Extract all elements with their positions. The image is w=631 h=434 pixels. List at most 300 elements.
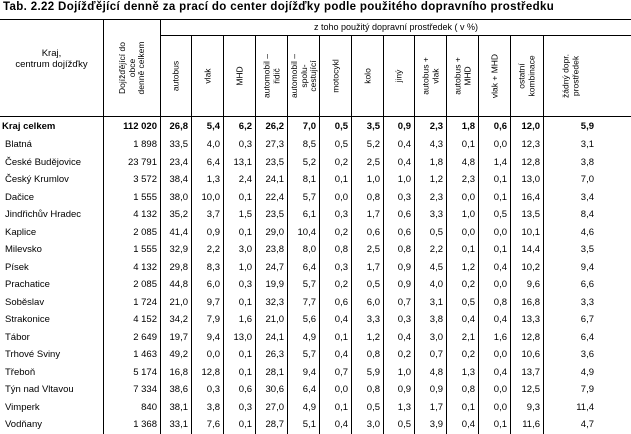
table-cell: 23,5 bbox=[255, 154, 287, 172]
table-cell: 0,4 bbox=[383, 329, 414, 347]
table-cell: 3,0 bbox=[414, 329, 446, 347]
table-cell: 0,6 bbox=[351, 224, 383, 242]
table-cell: 0,3 bbox=[319, 259, 351, 277]
table-cell: 0,4 bbox=[319, 416, 351, 434]
table-cell: 0,7 bbox=[383, 294, 414, 312]
header-col-5 bbox=[319, 36, 351, 116]
table-cell: 6,4 bbox=[543, 329, 597, 347]
table-cell: 1,0 bbox=[446, 206, 478, 224]
table-cell: 3,6 bbox=[543, 346, 597, 364]
table-cell: 29,0 bbox=[255, 224, 287, 242]
table-cell: 9,3 bbox=[510, 399, 543, 417]
table-cell: 13,0 bbox=[223, 329, 255, 347]
table-cell: 0,4 bbox=[383, 154, 414, 172]
table-cell: 1,2 bbox=[351, 329, 383, 347]
table-cell: 5,2 bbox=[287, 154, 319, 172]
table-cell: 0,1 bbox=[446, 136, 478, 154]
table-cell: 0,1 bbox=[319, 329, 351, 347]
table-cell: 8,0 bbox=[287, 241, 319, 259]
table-cell: 24,1 bbox=[255, 171, 287, 189]
header-col-label: žádný dopr. prostředek bbox=[560, 54, 580, 98]
table-cell: 1,3 bbox=[191, 171, 223, 189]
table-cell: 44,8 bbox=[160, 276, 191, 294]
table-cell: 12,5 bbox=[510, 381, 543, 399]
table-cell: 4,7 bbox=[543, 416, 597, 434]
table-cell: 4,9 bbox=[287, 329, 319, 347]
table-cell: 23 791 bbox=[103, 154, 160, 172]
table-cell: 0,6 bbox=[383, 224, 414, 242]
table-cell: 26,2 bbox=[255, 117, 287, 136]
table-cell: 0,9 bbox=[383, 117, 414, 136]
table-cell: 0,6 bbox=[478, 117, 510, 136]
table-cell: 0,2 bbox=[319, 154, 351, 172]
table-cell: 3,5 bbox=[351, 117, 383, 136]
table-cell: 0,0 bbox=[446, 224, 478, 242]
table-row bbox=[0, 311, 631, 329]
table-cell: 10,4 bbox=[287, 224, 319, 242]
table-cell: 1,7 bbox=[351, 259, 383, 277]
table-cell: 10,1 bbox=[510, 224, 543, 242]
row-label: Jindřichův Hradec bbox=[5, 209, 82, 220]
table-body bbox=[0, 117, 631, 434]
table-cell: 0,8 bbox=[478, 294, 510, 312]
table-row bbox=[0, 206, 631, 224]
table-cell: 2,3 bbox=[414, 189, 446, 207]
table-cell: 2,3 bbox=[446, 171, 478, 189]
table-cell: 6,1 bbox=[287, 206, 319, 224]
table-cell: 0,4 bbox=[446, 416, 478, 434]
table-cell: 112 020 bbox=[103, 117, 160, 136]
table-cell: 8,1 bbox=[287, 171, 319, 189]
table-cell: 2,4 bbox=[223, 171, 255, 189]
row-label: Trhové Sviny bbox=[5, 349, 61, 360]
table-cell: 0,3 bbox=[223, 136, 255, 154]
table-cell: 0,4 bbox=[383, 136, 414, 154]
table-cell: 0,8 bbox=[319, 241, 351, 259]
table-cell: 0,5 bbox=[414, 224, 446, 242]
table-cell: 0,0 bbox=[478, 276, 510, 294]
row-label: Blatná bbox=[5, 139, 32, 150]
header-col-label: automobil – spolu- cestující bbox=[288, 54, 318, 98]
table-cell: 0,0 bbox=[478, 399, 510, 417]
table-cell: 5,7 bbox=[287, 346, 319, 364]
table-cell: 12,8 bbox=[191, 364, 223, 382]
row-label: Vodňany bbox=[5, 419, 42, 430]
table-cell: 0,0 bbox=[478, 381, 510, 399]
header-col-4 bbox=[287, 36, 319, 116]
table-cell: 4,0 bbox=[414, 276, 446, 294]
table-cell: 0,4 bbox=[446, 311, 478, 329]
header-col-3 bbox=[255, 36, 287, 116]
table-cell: 3,4 bbox=[543, 189, 597, 207]
table-cell: 33,5 bbox=[160, 136, 191, 154]
table-cell: 0,6 bbox=[319, 294, 351, 312]
table-cell: 0,9 bbox=[383, 276, 414, 294]
table-cell: 11,6 bbox=[510, 416, 543, 434]
table-row bbox=[0, 364, 631, 382]
header-col-label: MHD bbox=[233, 66, 244, 86]
table-cell: 26,3 bbox=[255, 346, 287, 364]
table-cell: 0,9 bbox=[383, 259, 414, 277]
table-cell: 0,6 bbox=[223, 381, 255, 399]
table-cell: 19,7 bbox=[160, 329, 191, 347]
table-cell: 0,8 bbox=[351, 346, 383, 364]
table-cell: 7,6 bbox=[191, 416, 223, 434]
header-col-6 bbox=[351, 36, 383, 116]
table-cell: 5,7 bbox=[287, 189, 319, 207]
table-cell: 4,3 bbox=[414, 136, 446, 154]
table-cell: 24,7 bbox=[255, 259, 287, 277]
table-cell: 0,1 bbox=[319, 399, 351, 417]
table-cell: 35,2 bbox=[160, 206, 191, 224]
table-cell: 13,3 bbox=[510, 311, 543, 329]
table-cell: 16,4 bbox=[510, 189, 543, 207]
table-cell: 0,0 bbox=[319, 381, 351, 399]
row-label: Soběslav bbox=[5, 296, 45, 308]
table-cell: 0,1 bbox=[446, 399, 478, 417]
table-cell: 22,4 bbox=[255, 189, 287, 207]
row-label: Český Krumlov bbox=[5, 174, 69, 185]
table-cell: 0,1 bbox=[319, 171, 351, 189]
table-cell: 1 368 bbox=[103, 416, 160, 434]
table-cell: 12,8 bbox=[510, 154, 543, 172]
table-cell: 0,1 bbox=[478, 241, 510, 259]
table-cell: 1,8 bbox=[446, 117, 478, 136]
table-cell: 19,9 bbox=[255, 276, 287, 294]
table-cell: 0,0 bbox=[478, 346, 510, 364]
header-total bbox=[103, 20, 160, 116]
table-cell: 0,0 bbox=[319, 189, 351, 207]
table-cell: 0,4 bbox=[319, 311, 351, 329]
table-cell: 0,5 bbox=[319, 117, 351, 136]
header-col-1 bbox=[191, 36, 223, 116]
table-cell: 7,0 bbox=[543, 171, 597, 189]
table-cell: 8,4 bbox=[543, 206, 597, 224]
table-cell: 29,8 bbox=[160, 259, 191, 277]
header-col-label: autobus + MHD bbox=[452, 57, 472, 95]
table-cell: 0,7 bbox=[319, 364, 351, 382]
header-col-label: automobil – řidič bbox=[261, 54, 281, 98]
table-row bbox=[0, 381, 631, 399]
table-cell: 5,6 bbox=[287, 311, 319, 329]
table-cell: 0,5 bbox=[351, 399, 383, 417]
table-cell: 0,7 bbox=[414, 346, 446, 364]
table-cell: 0,8 bbox=[351, 189, 383, 207]
table-cell: 6,7 bbox=[543, 311, 597, 329]
table-cell: 3,0 bbox=[223, 241, 255, 259]
table-cell: 9,7 bbox=[191, 294, 223, 312]
header-col-2 bbox=[223, 36, 255, 116]
table-cell: 13,5 bbox=[510, 206, 543, 224]
table-cell: 6,2 bbox=[223, 117, 255, 136]
table-cell: 5,9 bbox=[351, 364, 383, 382]
table-cell: 10,6 bbox=[510, 346, 543, 364]
table-cell: 0,5 bbox=[319, 136, 351, 154]
table-cell: 0,2 bbox=[446, 346, 478, 364]
table-row bbox=[0, 224, 631, 242]
table-cell: 3,9 bbox=[414, 416, 446, 434]
table-cell: 5,1 bbox=[287, 416, 319, 434]
table-cell: 0,4 bbox=[478, 259, 510, 277]
row-label: Vimperk bbox=[5, 401, 40, 413]
header-col-label: vlak bbox=[201, 68, 212, 84]
table-cell: 0,2 bbox=[446, 276, 478, 294]
row-label: Prachatice bbox=[5, 279, 50, 290]
header-col-0 bbox=[160, 36, 191, 116]
row-label: Tábor bbox=[5, 331, 30, 343]
header-transport-span: z toho použitý dopravní prostředek ( v %) bbox=[160, 20, 631, 36]
table-cell: 3,7 bbox=[191, 206, 223, 224]
table-title: Tab. 2.22 Dojížďějící denně za prací do center dojížďky podle použitého dopravního prostředku bbox=[3, 1, 555, 13]
table-cell: 0,3 bbox=[383, 311, 414, 329]
table-cell: 4 132 bbox=[103, 259, 160, 277]
header-col-8 bbox=[414, 36, 446, 116]
table-cell: 9,4 bbox=[543, 259, 597, 277]
table-cell: 7,0 bbox=[287, 117, 319, 136]
table-cell: 1,0 bbox=[223, 259, 255, 277]
table-cell: 1,3 bbox=[383, 399, 414, 417]
table-cell: 1,4 bbox=[478, 154, 510, 172]
table-row bbox=[0, 399, 631, 417]
table-cell: 1,6 bbox=[478, 329, 510, 347]
table-cell: 5,2 bbox=[351, 136, 383, 154]
row-label: Strakonice bbox=[5, 314, 50, 325]
table-cell: 2,5 bbox=[351, 241, 383, 259]
table-cell: 41,4 bbox=[160, 224, 191, 242]
table-cell: 0,8 bbox=[446, 381, 478, 399]
table-cell: 38,6 bbox=[160, 381, 191, 399]
table-cell: 1,0 bbox=[351, 171, 383, 189]
table-cell: 8,3 bbox=[191, 259, 223, 277]
header-col-label: ostatní kombinace bbox=[516, 55, 536, 97]
table-cell: 3,5 bbox=[543, 241, 597, 259]
table-cell: 4,9 bbox=[543, 364, 597, 382]
table-cell: 1,2 bbox=[414, 171, 446, 189]
table-cell: 3,8 bbox=[543, 154, 597, 172]
header-col-9 bbox=[446, 36, 478, 116]
table-cell: 0,1 bbox=[478, 171, 510, 189]
table-cell: 0,3 bbox=[191, 381, 223, 399]
table-cell: 0,1 bbox=[446, 241, 478, 259]
table-cell: 5,7 bbox=[287, 276, 319, 294]
table-cell: 8,5 bbox=[287, 136, 319, 154]
table-cell: 7,7 bbox=[287, 294, 319, 312]
table-cell: 12,3 bbox=[510, 136, 543, 154]
table-cell: 21,0 bbox=[255, 311, 287, 329]
table-cell: 21,0 bbox=[160, 294, 191, 312]
table-cell: 34,2 bbox=[160, 311, 191, 329]
row-label: Kraj celkem bbox=[2, 121, 56, 132]
header-col-12 bbox=[543, 36, 597, 116]
table-cell: 27,3 bbox=[255, 136, 287, 154]
table-cell: 1 555 bbox=[103, 241, 160, 259]
table-cell: 14,4 bbox=[510, 241, 543, 259]
table-row-total bbox=[0, 117, 631, 136]
table-cell: 0,4 bbox=[478, 311, 510, 329]
table-cell: 0,5 bbox=[446, 294, 478, 312]
table-cell: 23,4 bbox=[160, 154, 191, 172]
table-cell: 1 724 bbox=[103, 294, 160, 312]
table-cell: 16,8 bbox=[510, 294, 543, 312]
table-cell: 3,1 bbox=[543, 136, 597, 154]
table-cell: 0,5 bbox=[478, 206, 510, 224]
table-cell: 1,8 bbox=[414, 154, 446, 172]
table-cell: 6,4 bbox=[191, 154, 223, 172]
table-cell: 4 152 bbox=[103, 311, 160, 329]
table-row bbox=[0, 241, 631, 259]
table-cell: 1,2 bbox=[446, 259, 478, 277]
table-cell: 4,8 bbox=[446, 154, 478, 172]
commuting-table bbox=[0, 19, 631, 434]
table-cell: 3,3 bbox=[414, 206, 446, 224]
table-cell: 2 085 bbox=[103, 276, 160, 294]
table-row bbox=[0, 329, 631, 347]
table-cell: 9,4 bbox=[287, 364, 319, 382]
table-cell: 26,8 bbox=[160, 117, 191, 136]
header-col-7 bbox=[383, 36, 414, 116]
table-row bbox=[0, 346, 631, 364]
table-cell: 0,9 bbox=[414, 381, 446, 399]
table-cell: 38,1 bbox=[160, 399, 191, 417]
table-cell: 4,5 bbox=[414, 259, 446, 277]
row-label: České Budějovice bbox=[5, 156, 82, 168]
table-cell: 9,6 bbox=[510, 276, 543, 294]
table-cell: 11,4 bbox=[543, 399, 597, 417]
header-col-label: vlak + MHD bbox=[488, 53, 499, 99]
table-cell: 0,2 bbox=[383, 346, 414, 364]
table-cell: 32,3 bbox=[255, 294, 287, 312]
table-cell: 0,2 bbox=[319, 224, 351, 242]
table-cell: 2 085 bbox=[103, 224, 160, 242]
table-cell: 7,9 bbox=[543, 381, 597, 399]
table-cell: 28,7 bbox=[255, 416, 287, 434]
table-cell: 840 bbox=[103, 399, 160, 417]
table-cell: 12,8 bbox=[510, 329, 543, 347]
header-kraj: Kraj, centrum dojížďky bbox=[15, 48, 88, 70]
table-cell: 5,4 bbox=[191, 117, 223, 136]
table-cell: 27,0 bbox=[255, 399, 287, 417]
table-row bbox=[0, 259, 631, 277]
table-row bbox=[0, 416, 631, 434]
table-cell: 49,2 bbox=[160, 346, 191, 364]
table-cell: 9,4 bbox=[191, 329, 223, 347]
table-cell: 4 132 bbox=[103, 206, 160, 224]
table-cell: 1,0 bbox=[383, 171, 414, 189]
table-cell: 1 898 bbox=[103, 136, 160, 154]
table-row bbox=[0, 276, 631, 294]
row-label: Písek bbox=[5, 261, 29, 273]
table-cell: 13,1 bbox=[223, 154, 255, 172]
row-label: Kaplice bbox=[5, 226, 37, 238]
table-cell: 3,8 bbox=[191, 399, 223, 417]
table-cell: 23,8 bbox=[255, 241, 287, 259]
table-cell: 0,1 bbox=[223, 416, 255, 434]
table-cell: 1,5 bbox=[223, 206, 255, 224]
table-cell: 2,3 bbox=[414, 117, 446, 136]
table-row bbox=[0, 294, 631, 312]
table-cell: 6,0 bbox=[191, 276, 223, 294]
table-cell: 10,2 bbox=[510, 259, 543, 277]
table-cell: 4,9 bbox=[287, 399, 319, 417]
table-cell: 0,0 bbox=[191, 346, 223, 364]
table-cell: 0,1 bbox=[223, 189, 255, 207]
table-cell: 3,3 bbox=[543, 294, 597, 312]
table-cell: 1,3 bbox=[446, 364, 478, 382]
table-cell: 0,3 bbox=[223, 399, 255, 417]
table-cell: 0,9 bbox=[191, 224, 223, 242]
table-header bbox=[0, 19, 631, 117]
table-cell: 5 174 bbox=[103, 364, 160, 382]
table-cell: 6,4 bbox=[287, 259, 319, 277]
table-cell: 6,6 bbox=[543, 276, 597, 294]
table-cell: 1,7 bbox=[414, 399, 446, 417]
table-cell: 0,2 bbox=[319, 276, 351, 294]
header-col-label: autobus bbox=[170, 60, 181, 92]
table-cell: 7,9 bbox=[191, 311, 223, 329]
table-cell: 6,0 bbox=[351, 294, 383, 312]
table-cell: 3,3 bbox=[351, 311, 383, 329]
table-cell: 2,1 bbox=[446, 329, 478, 347]
table-cell: 1 463 bbox=[103, 346, 160, 364]
header-col-label: kolo bbox=[361, 68, 372, 84]
table-cell: 1 555 bbox=[103, 189, 160, 207]
table-cell: 0,1 bbox=[223, 294, 255, 312]
table-cell: 0,1 bbox=[223, 346, 255, 364]
table-cell: 0,0 bbox=[478, 136, 510, 154]
table-cell: 23,5 bbox=[255, 206, 287, 224]
table-cell: 6,4 bbox=[287, 381, 319, 399]
table-cell: 13,0 bbox=[510, 171, 543, 189]
table-cell: 0,9 bbox=[383, 381, 414, 399]
table-cell: 30,6 bbox=[255, 381, 287, 399]
table-cell: 28,1 bbox=[255, 364, 287, 382]
row-label: Třeboň bbox=[5, 366, 36, 378]
table-cell: 2,2 bbox=[414, 241, 446, 259]
header-col-label: motocykl bbox=[329, 59, 340, 93]
table-row bbox=[0, 154, 631, 172]
table-cell: 16,8 bbox=[160, 364, 191, 382]
table-cell: 0,1 bbox=[223, 364, 255, 382]
table-cell: 3,8 bbox=[414, 311, 446, 329]
row-label: Milevsko bbox=[5, 244, 42, 255]
table-cell: 0,0 bbox=[446, 189, 478, 207]
table-cell: 0,3 bbox=[383, 189, 414, 207]
table-cell: 5,9 bbox=[543, 117, 597, 136]
table-cell: 0,1 bbox=[478, 416, 510, 434]
table-cell: 4,8 bbox=[414, 364, 446, 382]
table-cell: 4,6 bbox=[543, 224, 597, 242]
table-cell: 12,0 bbox=[510, 117, 543, 136]
table-cell: 0,6 bbox=[383, 206, 414, 224]
table-cell: 0,4 bbox=[319, 346, 351, 364]
table-cell: 0,3 bbox=[223, 276, 255, 294]
table-cell: 0,8 bbox=[351, 381, 383, 399]
table-cell: 4,0 bbox=[191, 136, 223, 154]
table-cell: 10,0 bbox=[191, 189, 223, 207]
table-cell: 1,6 bbox=[223, 311, 255, 329]
table-cell: 3,0 bbox=[351, 416, 383, 434]
table-row bbox=[0, 136, 631, 154]
table-cell: 0,1 bbox=[478, 189, 510, 207]
table-cell: 0,0 bbox=[478, 224, 510, 242]
table-cell: 33,1 bbox=[160, 416, 191, 434]
table-cell: 32,9 bbox=[160, 241, 191, 259]
table-cell: 3 572 bbox=[103, 171, 160, 189]
table-cell: 3,1 bbox=[414, 294, 446, 312]
table-cell: 0,3 bbox=[319, 206, 351, 224]
table-cell: 13,7 bbox=[510, 364, 543, 382]
table-cell: 38,0 bbox=[160, 189, 191, 207]
